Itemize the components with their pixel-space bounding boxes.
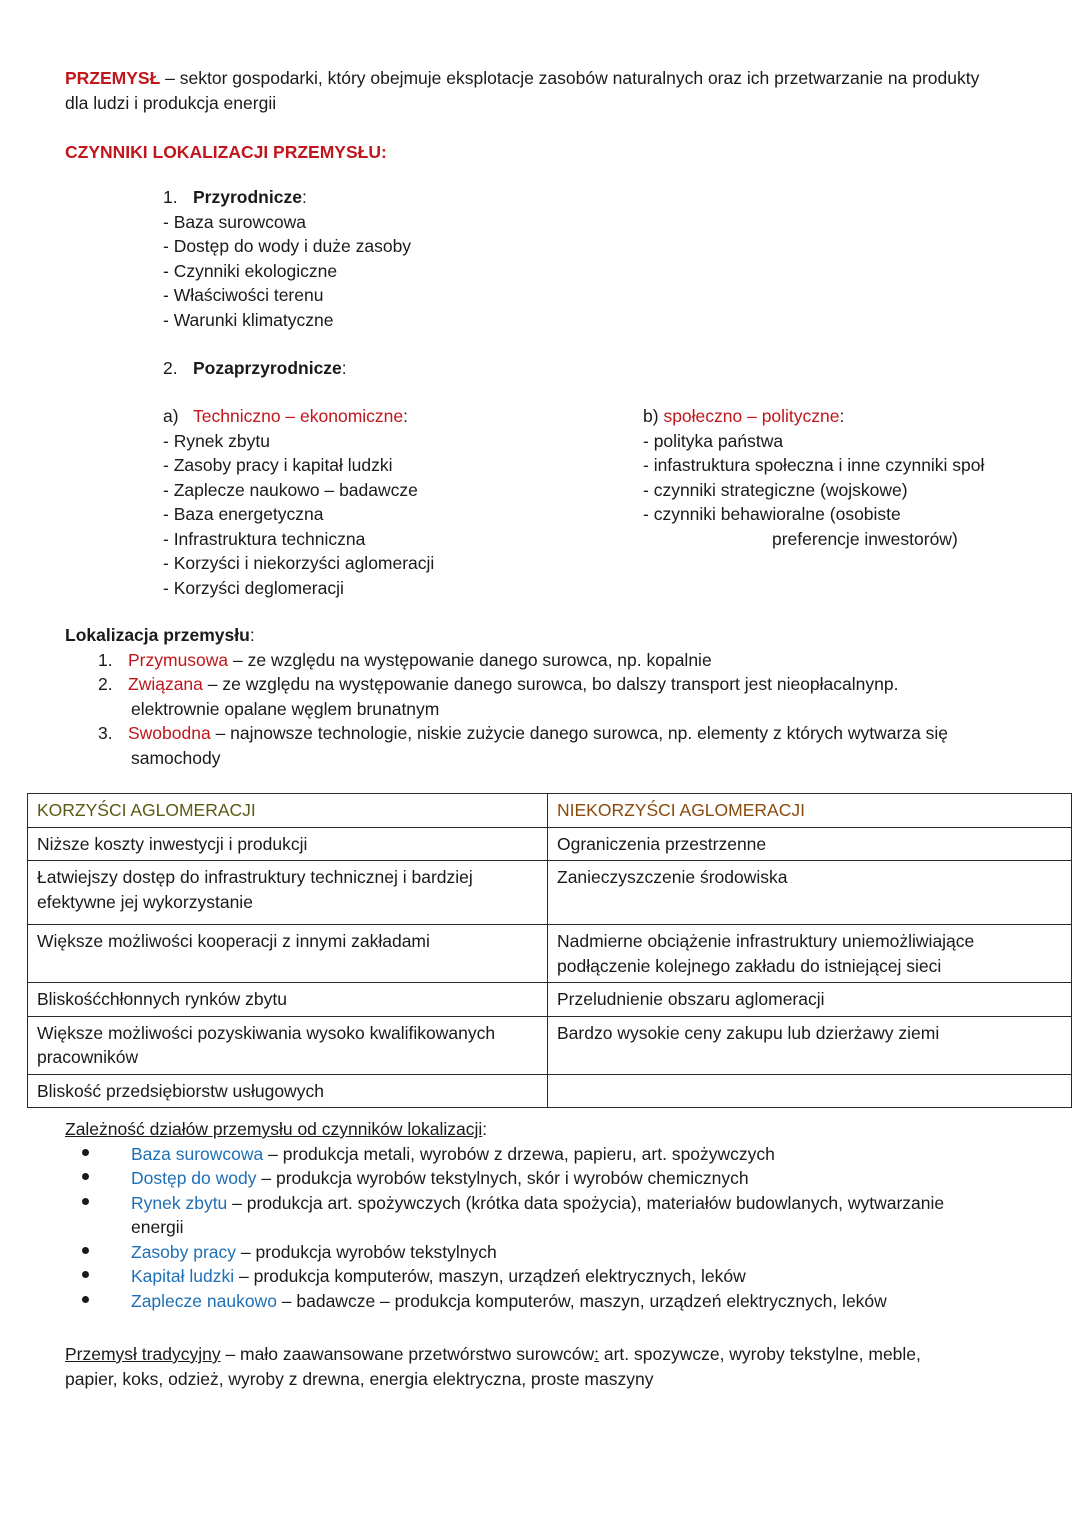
traditional-term: Przemysł tradycyjny: [65, 1344, 221, 1364]
list-item: [65, 721, 1055, 746]
cell-line: Niższe koszty inwestycji i produkcji: [37, 833, 308, 854]
dependency-colon: :: [482, 1119, 488, 1139]
item-term: Kapitał ludzki: [131, 1266, 235, 1286]
intro-line2: dla ludzi i produkcja energii: [65, 92, 277, 113]
table-cell: [548, 983, 1072, 1017]
natural-colon: :: [301, 187, 307, 207]
table-cell: [548, 861, 1072, 925]
cell-line: Łatwiejszy dostęp do infrastruktury technicznej i bardziej: [37, 867, 473, 887]
list-item: [65, 672, 1055, 697]
list-item: - czynniki strategiczne (wojskowe): [643, 479, 908, 500]
factors-heading: CZYNNIKI LOKALIZACJI PRZEMYSŁU:: [65, 142, 387, 162]
cell-line: podłączenie kolejnego zakładu do istniejącej sieci: [557, 955, 942, 976]
cell-line: efektywne jej wykorzystanie: [37, 891, 253, 912]
item-text: – produkcja wyrobów tekstylnych, skór i wyrobów chemicznych: [256, 1168, 749, 1188]
item-term: Zaplecze naukowo: [131, 1290, 277, 1311]
list-item: - Baza surowcowa: [163, 211, 306, 232]
list-item: - Czynniki ekologiczne: [163, 260, 338, 281]
table-cell: [28, 861, 548, 925]
item-text-continuation: elektrownie opalane węglem brunatnym: [131, 698, 440, 719]
list-item: - Właściwości terenu: [163, 285, 324, 305]
traditional-rest: art. spozywcze, wyroby tekstylne, meble,: [598, 1344, 921, 1364]
location-heading: Lokalizacja przemysłu: [65, 625, 250, 645]
item-num: 3.: [98, 723, 113, 743]
table-cell: [548, 925, 1072, 983]
list-item: [65, 1191, 1055, 1216]
table-header-benefits: KORZYŚCI AGLOMERACJI: [28, 794, 548, 828]
item-text: – produkcja metali, wyrobów z drzewa, papieru, art. spożywczych: [263, 1143, 775, 1164]
traditional-mid: – mało zaawansowane przetwórstwo surowców: [220, 1344, 595, 1364]
nonnatural-num: 2.: [163, 358, 178, 378]
table-cell: [28, 1016, 548, 1074]
item-text: – ze względu na występowanie danego surowca, np. kopalnie: [228, 649, 712, 670]
table-row: [28, 827, 1072, 861]
traditional-industry: [65, 1342, 1055, 1391]
list-item: - Rynek zbytu: [163, 430, 270, 451]
list-item: - Korzyści i niekorzyści aglomeracji: [163, 553, 435, 573]
item-num: 1.: [98, 649, 113, 670]
dependency-section: [65, 1117, 1055, 1313]
list-item: - Zaplecze naukowo – badawcze: [163, 479, 418, 500]
item-term: Baza surowcowa: [131, 1143, 264, 1164]
list-item: [65, 1166, 1055, 1191]
cell-line: pracowników: [37, 1047, 139, 1067]
table-cell: [28, 1074, 548, 1108]
list-item: - Baza energetyczna: [163, 504, 324, 524]
item-text: – produkcja art. spożywczych (krótka data spożycia), materiałów budowlanych, wytwarzanie: [227, 1192, 945, 1213]
item-term: Zasoby pracy: [131, 1241, 237, 1262]
item-term: Swobodna: [128, 723, 211, 743]
social-prefix: b): [643, 406, 664, 426]
list-item: - Zasoby pracy i kapitał ludzki: [163, 455, 393, 475]
list-item: [65, 1142, 1055, 1167]
table-row: [28, 983, 1072, 1017]
table-row: [28, 1074, 1072, 1108]
cell-line: Bardzo wysokie ceny zakupu lub dzierżawy ziemi: [557, 1022, 940, 1043]
tech-title: Techniczno – ekonomiczne: [193, 406, 404, 426]
list-item: - Infrastruktura techniczna: [163, 528, 366, 549]
table-cell: [548, 1016, 1072, 1074]
list-item: - Dostęp do wody i duże zasoby: [163, 236, 412, 256]
list-item-continuation: preferencje inwestorów): [772, 528, 958, 549]
location-section: [65, 623, 1055, 770]
traditional-line2: papier, koks, odzież, wyroby z drewna, energia elektryczna, proste maszyny: [65, 1368, 654, 1389]
intro-line1: – sektor gospodarki, który obejmuje eksplotacje zasobów naturalnych oraz ich przetwarzanie na produkty: [160, 68, 980, 88]
cell-line: Większe możliwości kooperacji z innymi zakładami: [37, 931, 430, 951]
item-num: 2.: [98, 674, 113, 694]
social-factors: [643, 404, 1063, 551]
location-colon: :: [249, 625, 255, 645]
social-colon: :: [839, 406, 845, 426]
natural-title: Przyrodnicze: [193, 187, 302, 207]
social-title: społeczno – polityczne: [663, 406, 840, 426]
tech-colon: :: [403, 406, 408, 426]
cell-line: Zanieczyszczenie środowiska: [557, 867, 788, 887]
dependency-heading: Zależność działów przemysłu od czynników lokalizacji: [65, 1119, 483, 1139]
nonnatural-heading: [163, 356, 347, 381]
list-item: [65, 1264, 1055, 1289]
list-item: - infastruktura społeczna i inne czynniki społ: [643, 455, 985, 475]
cell-line: Ograniczenia przestrzenne: [557, 833, 767, 854]
natural-factors: [163, 185, 563, 332]
table-row: [28, 925, 1072, 983]
list-item: [65, 1289, 1055, 1314]
item-text: – najnowsze technologie, niskie zużycie danego surowca, np. elementy z których wytwarza się: [210, 723, 949, 743]
nonnatural-title: Pozaprzyrodnicze: [193, 358, 342, 378]
cell-line: Bliskośćchłonnych rynków zbytu: [37, 989, 287, 1009]
tech-factors: [163, 404, 603, 600]
intro-definition: [65, 66, 1055, 115]
list-item: - Korzyści deglomeracji: [163, 577, 344, 598]
item-term: Rynek zbytu: [131, 1192, 228, 1213]
item-text-continuation: samochody: [131, 747, 221, 768]
list-item: - Warunki klimatyczne: [163, 309, 334, 330]
list-item: - polityka państwa: [643, 430, 784, 451]
intro-term: PRZEMYSŁ: [65, 68, 161, 88]
table-header-row: [28, 794, 1072, 828]
cell-line: Nadmierne obciążenie infrastruktury uniemożliwiające: [557, 931, 975, 951]
table-header-drawbacks: NIEKORZYŚCI AGLOMERACJI: [548, 794, 1072, 828]
table-cell: [548, 827, 1072, 861]
list-item: - czynniki behawioralne (osobiste: [643, 504, 901, 524]
item-text-continuation: energii: [131, 1217, 184, 1237]
cell-line: Przeludnienie obszaru aglomeracji: [557, 989, 825, 1009]
list-item: [65, 648, 1055, 673]
tech-prefix: a): [163, 406, 179, 426]
table-cell: [28, 925, 548, 983]
item-term: Przymusowa: [128, 649, 229, 670]
item-term: Związana: [128, 674, 203, 694]
item-text: – badawcze – produkcja komputerów, maszyn, urządzeń elektrycznych, leków: [276, 1290, 887, 1311]
table-row: [28, 861, 1072, 925]
table-cell: [548, 1074, 1072, 1108]
item-text: – ze względu na występowanie danego surowca, bo dalszy transport jest nieopłacalnynp.: [202, 674, 899, 694]
table-cell: [28, 827, 548, 861]
item-term: Dostęp do wody: [131, 1168, 257, 1188]
natural-num: 1.: [163, 187, 178, 207]
cell-line: Bliskość przedsiębiorstw usługowych: [37, 1080, 324, 1101]
list-item: [65, 1240, 1055, 1265]
cell-line: Większe możliwości pozyskiwania wysoko kwalifikowanych: [37, 1022, 496, 1043]
table-row: [28, 1016, 1072, 1074]
table-cell: [28, 983, 548, 1017]
item-text: – produkcja komputerów, maszyn, urządzeń elektrycznych, leków: [234, 1266, 746, 1286]
nonnatural-colon: :: [341, 358, 347, 378]
item-text: – produkcja wyrobów tekstylnych: [236, 1241, 497, 1262]
agglomeration-table: [27, 793, 1072, 1108]
traditional-colon: :: [594, 1344, 599, 1364]
